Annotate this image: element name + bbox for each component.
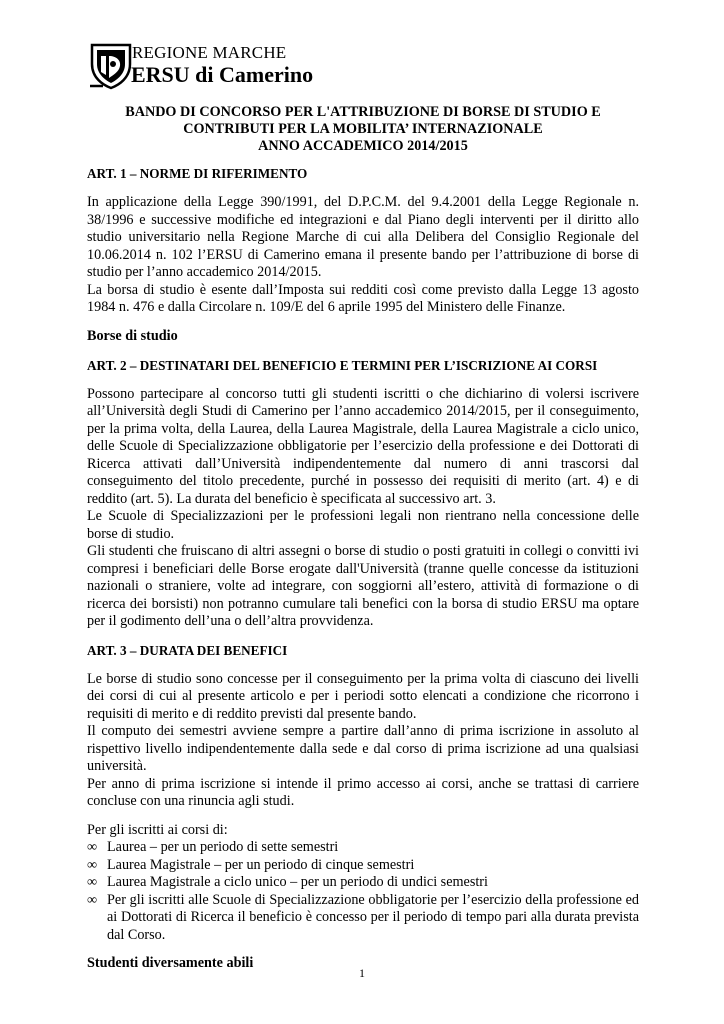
infinity-bullet-icon: ∞ xyxy=(87,856,98,873)
art3-duration-list xyxy=(87,822,639,945)
art3-section xyxy=(87,671,639,811)
list-item xyxy=(87,874,639,892)
art1-paragraph-1: In applicazione della Legge 390/1991, del D.P.C.M. del 9.4.2001 della Legge Regionale n. 38/1996 e successive modifiche ed integrazioni e dal Piano degli interventi per il diritto allo studio universitario nella Regione Marche di cui alla Delibera del Consiglio Regionale del 10.06.2014 n. 102 l’ERSU di Camerino emana il presente bando per l’attribuzione di borse di studio per l’anno accademico 2014/2015. xyxy=(87,194,639,280)
region-name: REGIONE MARCHE xyxy=(132,43,287,62)
art3-paragraph-1: Le borse di studio sono concesse per il conseguimento per la prima volta di ciascuno dei livelli dei corsi di cui al presente articolo e per i periodi sotto elencati a condizione che ricorrono i requisiti di merito e di reddito previsti dal presente bando. xyxy=(87,670,639,722)
page-number: 1 xyxy=(359,966,365,980)
list-item xyxy=(87,839,639,857)
art3-paragraph-3: Per anno di prima iscrizione si intende il primo accesso ai corsi, anche se trattasi di carriere concluse con una rinuncia agli studi. xyxy=(87,775,639,809)
document-title xyxy=(87,104,639,155)
title-line-1: BANDO DI CONCORSO PER L'ATTRIBUZIONE DI BORSE DI STUDIO E xyxy=(125,104,601,120)
art2-section xyxy=(87,386,639,631)
art2-paragraph-3: Gli studenti che fruiscano di altri assegni o borse di studio o posti gratuiti in collegi o convitti ivi compresi i beneficiari delle Borse erogate dall'Università (tranne quelle concesse da istituzioni nazionali o straniere, volte ad integrare, con soggiorni all’estero, attività di formazione o di ricerca dei borsisti) non potranno cumulare tali benefici con la borsa di studio ERSU ma optare per il godimento dell’una o dell’altra provvidenza. xyxy=(87,543,639,629)
art1-paragraph-2: La borsa di studio è esente dall’Imposta sui redditi così come previsto dalla Legge 13 agosto 1984 n. 476 e dalla Circolare n. 109/E del 6 aprile 1995 del Ministero delle Finanze. xyxy=(87,281,639,315)
art2-paragraph-2: Le Scuole di Specializzazioni per le professioni legali non rientrano nella concessione delle borse di studio. xyxy=(87,508,639,542)
art1-heading: ART. 1 – NORME DI RIFERIMENTO xyxy=(87,166,308,181)
letterhead xyxy=(89,42,389,92)
art3-paragraph-2: Il computo dei semestri avviene sempre a partire dall’anno di prima iscrizione in assoluto al rispettivo livello indipendentemente dalla sede e dal corso di prima iscrizione ad una qualsiasi università. xyxy=(87,723,639,774)
list-item-text: Laurea Magistrale – per un periodo di cinque semestri xyxy=(107,856,415,873)
art2-heading: ART. 2 – DESTINATARI DEL BENEFICIO E TERMINI PER L’ISCRIZIONE AI CORSI xyxy=(87,357,598,373)
art1-section xyxy=(87,194,639,317)
list-item-text: Laurea – per un periodo di sette semestri xyxy=(107,839,339,855)
title-line-2: CONTRIBUTI PER LA MOBILITA’ INTERNAZIONALE xyxy=(183,121,543,137)
list-intro: Per gli iscritti ai corsi di: xyxy=(87,821,228,838)
infinity-bullet-icon: ∞ xyxy=(87,839,98,855)
ersu-shield-logo-icon xyxy=(89,42,133,90)
list-item-text: Laurea Magistrale a ciclo unico – per un periodo di undici semestri xyxy=(107,874,488,890)
list-item xyxy=(87,892,639,945)
art3-heading: ART. 3 – DURATA DEI BENEFICI xyxy=(87,642,288,658)
section-heading-borse: Borse di studio xyxy=(87,327,178,344)
list-item-text: Per gli iscritti alle Scuole di Specializzazione obbligatorie per l’esercizio della professione ed ai Dottorati di Ricerca il beneficio è concesso per il periodo di tempo pari alla durata prevista dal Corso. xyxy=(107,891,639,943)
duration-bullet-list xyxy=(87,839,639,944)
title-line-3: ANNO ACCADEMICO 2014/2015 xyxy=(258,138,468,154)
list-item xyxy=(87,857,639,875)
infinity-bullet-icon: ∞ xyxy=(87,891,98,908)
organization-name: ERSU di Camerino xyxy=(131,62,314,87)
section-heading-disabili: Studenti diversamente abili xyxy=(87,955,254,971)
infinity-bullet-icon: ∞ xyxy=(87,874,98,890)
document-body xyxy=(87,104,639,984)
art2-paragraph-1: Possono partecipare al concorso tutti gli studenti iscritti o che dichiarino di volersi iscrivere all’Università degli Studi di Camerino per l’anno accademico 2014/2015, per il conseguimento, per la prima volta, della Laurea, della Laurea Magistrale, della Laurea Magistrale a ciclo unico, delle Scuole di Specializzazione obbligatorie per l’esercizio della professione e dei Dottorati di Ricerca attivati dall’Università indipendentemente dal numero di anni trascorsi dal conseguimento del titolo precedente, purché in possesso dei requisiti di merito (art. 4) e di reddito (art. 5). La durata del beneficio è specificata al successivo art. 3. xyxy=(87,385,639,507)
